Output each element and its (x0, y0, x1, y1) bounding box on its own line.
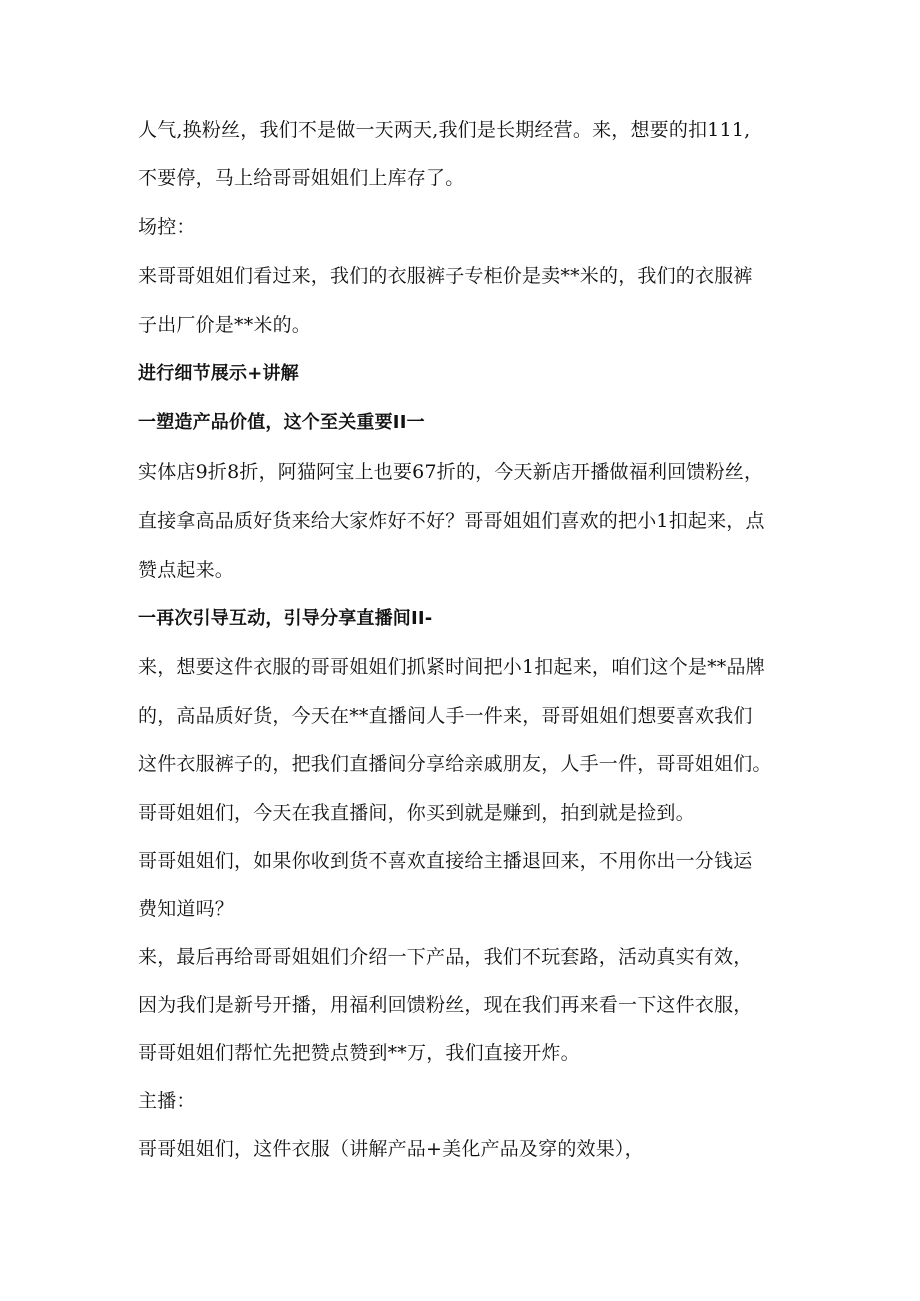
section-heading: 进行细节展示+讲解 (138, 363, 299, 384)
paragraph-line: 实体店9折8折，阿猫阿宝上也要67折的，今天新店开播做福利回馈粉丝， (138, 461, 764, 483)
paragraph-line: 赞点起来。 (138, 559, 235, 581)
section-label-field-control: 场控： (138, 216, 196, 238)
paragraph-line: 哥哥姐姐们，这件衣服（讲解产品+美化产品及穿的效果）， (138, 1138, 644, 1160)
paragraph-line: 不要停，马上给哥哥姐姐们上库存了。 (138, 167, 465, 189)
paragraph-line: 来，想要这件衣服的哥哥姐姐们抓紧时间把小1扣起来，咱们这个是**品牌 (138, 656, 765, 678)
paragraph-line: 哥哥姐姐们帮忙先把赞点赞到**万，我们直接开炸。 (138, 1042, 580, 1064)
paragraph-line: 来，最后再给哥哥姐姐们介绍一下产品，我们不玩套路，活动真实有效， (138, 946, 753, 968)
paragraph-line: 人气,换粉丝，我们不是做一天两天,我们是长期经营。来，想要的扣111, (138, 119, 751, 141)
paragraph-line: 直接拿高品质好货来给大家炸好不好？哥哥姐姐们喜欢的把小1扣起来，点 (138, 510, 765, 532)
paragraph-line: 子出厂价是**米的。 (138, 314, 312, 336)
paragraph-line: 哥哥姐姐们，今天在我直播间，你买到就是赚到，拍到就是捡到。 (138, 802, 695, 824)
paragraph-line: 因为我们是新号开播，用福利回馈粉丝，现在我们再来看一下这件衣服， (138, 994, 753, 1016)
paragraph-line: 哥哥姐姐们，如果你收到货不喜欢直接给主播退回来，不用你出一分钱运 (138, 850, 753, 872)
section-heading: 一塑造产品价值，这个至关重要II一 (138, 412, 425, 433)
paragraph-line: 这件衣服裤子的，把我们直播间分享给亲戚朋友，人手一件，哥哥姐姐们。 (138, 753, 772, 775)
paragraph-line: 的，高品质好货，今天在**直播间人手一件来，哥哥姐姐们想要喜欢我们 (138, 705, 753, 727)
paragraph-line: 来哥哥姐姐们看过来，我们的衣服裤子专柜价是卖**米的，我们的衣服裤 (138, 265, 753, 287)
section-heading: 一再次引导互动，引导分享直播间II- (138, 608, 433, 629)
paragraph-line: 费知道吗？ (138, 898, 235, 920)
section-label-host: 主播： (138, 1090, 196, 1112)
